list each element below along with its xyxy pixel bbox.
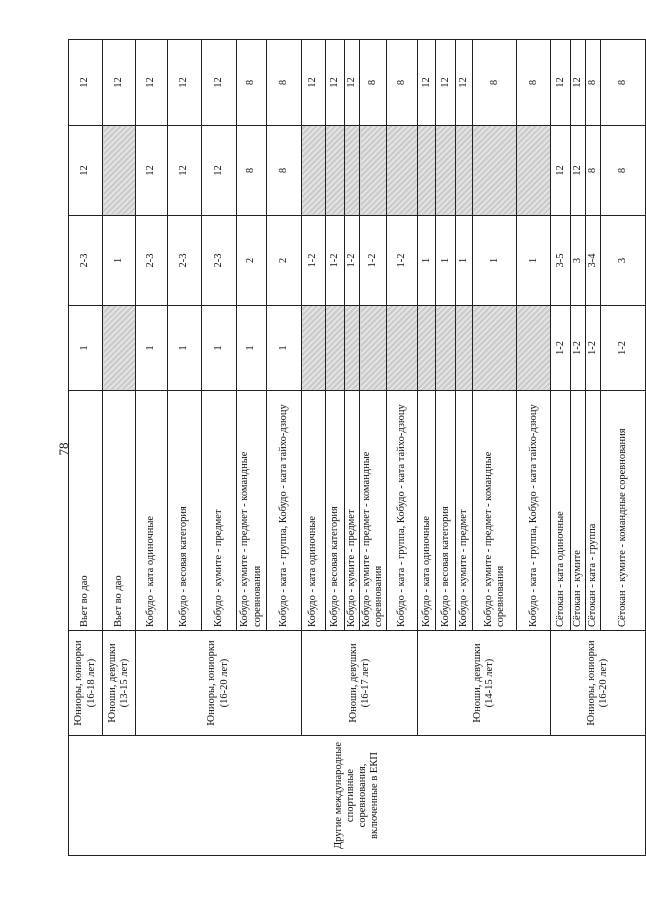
- value-cell: 1-2: [601, 306, 646, 391]
- discipline-cell: Кобудо - кумите - предмет - командные соревнования: [237, 391, 267, 631]
- value-cell: 1: [456, 216, 473, 306]
- value-cell: 8: [237, 40, 267, 126]
- shaded-cell: [360, 126, 387, 216]
- shaded-cell: [456, 306, 473, 391]
- value-cell: 12: [418, 40, 436, 126]
- value-cell: 3: [571, 216, 586, 306]
- value-cell: 12: [136, 126, 168, 216]
- value-cell: 1: [136, 306, 168, 391]
- value-cell: 12: [168, 40, 202, 126]
- value-cell: 12: [69, 40, 103, 126]
- age-group-cell: Юноши, девушки (13-15 лет): [103, 631, 136, 736]
- value-cell: 2: [267, 216, 302, 306]
- discipline-cell: Сётокан - ката - группа: [586, 391, 601, 631]
- value-cell: 12: [551, 40, 571, 126]
- discipline-cell: Сётокан - ката одиночные: [551, 391, 571, 631]
- value-cell: 2-3: [202, 216, 237, 306]
- value-cell: 1-2: [387, 216, 418, 306]
- rotated-table-frame: [68, 40, 629, 856]
- value-cell: 1-2: [586, 306, 601, 391]
- value-cell: 1: [237, 306, 267, 391]
- value-cell: 12: [345, 40, 360, 126]
- value-cell: 8: [517, 40, 551, 126]
- value-cell: 2-3: [69, 216, 103, 306]
- shaded-cell: [418, 126, 436, 216]
- shaded-cell: [345, 306, 360, 391]
- value-cell: 12: [456, 40, 473, 126]
- value-cell: 1-2: [571, 306, 586, 391]
- shaded-cell: [517, 126, 551, 216]
- shaded-cell: [103, 306, 136, 391]
- value-cell: 1: [517, 216, 551, 306]
- discipline-cell: Сётокан - кумите: [571, 391, 586, 631]
- discipline-cell: Сётокан - кумите - командные соревнования: [601, 391, 646, 631]
- value-cell: 12: [168, 126, 202, 216]
- discipline-cell: Кобудо - ката одиночные: [302, 391, 326, 631]
- discipline-cell: Кобудо - кумите - предмет: [456, 391, 473, 631]
- results-table: [68, 39, 646, 856]
- value-cell: 12: [571, 126, 586, 216]
- value-cell: 8: [601, 126, 646, 216]
- value-cell: 3: [601, 216, 646, 306]
- value-cell: 12: [326, 40, 345, 126]
- age-group-cell: Юниоры, юниорки (16-20 лет): [136, 631, 302, 736]
- value-cell: 1: [473, 216, 517, 306]
- section-label: Другие международные спортивные соревнования, включенные в ЕКП: [69, 736, 646, 856]
- shaded-cell: [360, 306, 387, 391]
- age-group-cell: Юниоры, юниорки (16-20 лет): [551, 631, 646, 736]
- shaded-cell: [387, 126, 418, 216]
- value-cell: 8: [387, 40, 418, 126]
- discipline-cell: Кобудо - ката одиночные: [136, 391, 168, 631]
- table-row: [136, 40, 168, 856]
- value-cell: 8: [360, 40, 387, 126]
- value-cell: 3-4: [586, 216, 601, 306]
- value-cell: 12: [436, 40, 456, 126]
- discipline-cell: Вьет во дао: [103, 391, 136, 631]
- rotated-page: [68, 40, 629, 856]
- shaded-cell: [302, 306, 326, 391]
- value-cell: 2-3: [136, 216, 168, 306]
- value-cell: 8: [586, 40, 601, 126]
- discipline-cell: Кобудо - кумите - предмет - командные соревнования: [473, 391, 517, 631]
- value-cell: 12: [103, 40, 136, 126]
- age-group-cell: Юноши, девушки (14-15 лет): [418, 631, 551, 736]
- value-cell: 8: [473, 40, 517, 126]
- value-cell: 2: [237, 216, 267, 306]
- discipline-cell: Кобудо - ката - группа, Кобудо - ката тайхо-дзюцу: [387, 391, 418, 631]
- page-number: 78: [56, 442, 71, 456]
- shaded-cell: [418, 306, 436, 391]
- shaded-cell: [302, 126, 326, 216]
- shaded-cell: [326, 126, 345, 216]
- value-cell: 12: [136, 40, 168, 126]
- value-cell: 1-2: [360, 216, 387, 306]
- table-row: [69, 40, 103, 856]
- value-cell: 12: [202, 40, 237, 126]
- value-cell: 12: [302, 40, 326, 126]
- shaded-cell: [345, 126, 360, 216]
- value-cell: 8: [237, 126, 267, 216]
- discipline-cell: Кобудо - весовая категория: [326, 391, 345, 631]
- discipline-cell: Кобудо - весовая категория: [168, 391, 202, 631]
- table-row: [418, 40, 436, 856]
- shaded-cell: [473, 126, 517, 216]
- discipline-cell: Кобудо - весовая категория: [436, 391, 456, 631]
- age-group-cell: Юноши, девушки (16-17 лет): [302, 631, 418, 736]
- value-cell: 12: [202, 126, 237, 216]
- value-cell: 8: [586, 126, 601, 216]
- value-cell: 1: [202, 306, 237, 391]
- shaded-cell: [387, 306, 418, 391]
- discipline-cell: Кобудо - кумите - предмет: [345, 391, 360, 631]
- shaded-cell: [473, 306, 517, 391]
- discipline-cell: Вьет во дао: [69, 391, 103, 631]
- shaded-cell: [517, 306, 551, 391]
- discipline-cell: Кобудо - ката - группа, Кобудо - ката тайхо-дзюцу: [267, 391, 302, 631]
- value-cell: 12: [571, 40, 586, 126]
- discipline-cell: Кобудо - ката одиночные: [418, 391, 436, 631]
- value-cell: 1-2: [302, 216, 326, 306]
- value-cell: 12: [551, 126, 571, 216]
- shaded-cell: [103, 126, 136, 216]
- value-cell: 1: [103, 216, 136, 306]
- shaded-cell: [436, 126, 456, 216]
- value-cell: 8: [601, 40, 646, 126]
- value-cell: 3-5: [551, 216, 571, 306]
- value-cell: 1-2: [345, 216, 360, 306]
- value-cell: 1-2: [326, 216, 345, 306]
- value-cell: 2-3: [168, 216, 202, 306]
- value-cell: 1: [168, 306, 202, 391]
- value-cell: 8: [267, 126, 302, 216]
- shaded-cell: [326, 306, 345, 391]
- value-cell: 1-2: [551, 306, 571, 391]
- value-cell: 1: [436, 216, 456, 306]
- table-row: [551, 40, 571, 856]
- table-row: [103, 40, 136, 856]
- discipline-cell: Кобудо - кумите - предмет: [202, 391, 237, 631]
- shaded-cell: [436, 306, 456, 391]
- value-cell: 8: [267, 40, 302, 126]
- value-cell: 1: [69, 306, 103, 391]
- value-cell: 1: [267, 306, 302, 391]
- discipline-cell: Кобудо - ката - группа, Кобудо - ката тайхо-дзюцу: [517, 391, 551, 631]
- shaded-cell: [456, 126, 473, 216]
- table-row: [302, 40, 326, 856]
- value-cell: 12: [69, 126, 103, 216]
- age-group-cell: Юниоры, юниорки (16-18 лет): [69, 631, 103, 736]
- discipline-cell: Кобудо - кумите - предмет - командные соревнования: [360, 391, 387, 631]
- value-cell: 1: [418, 216, 436, 306]
